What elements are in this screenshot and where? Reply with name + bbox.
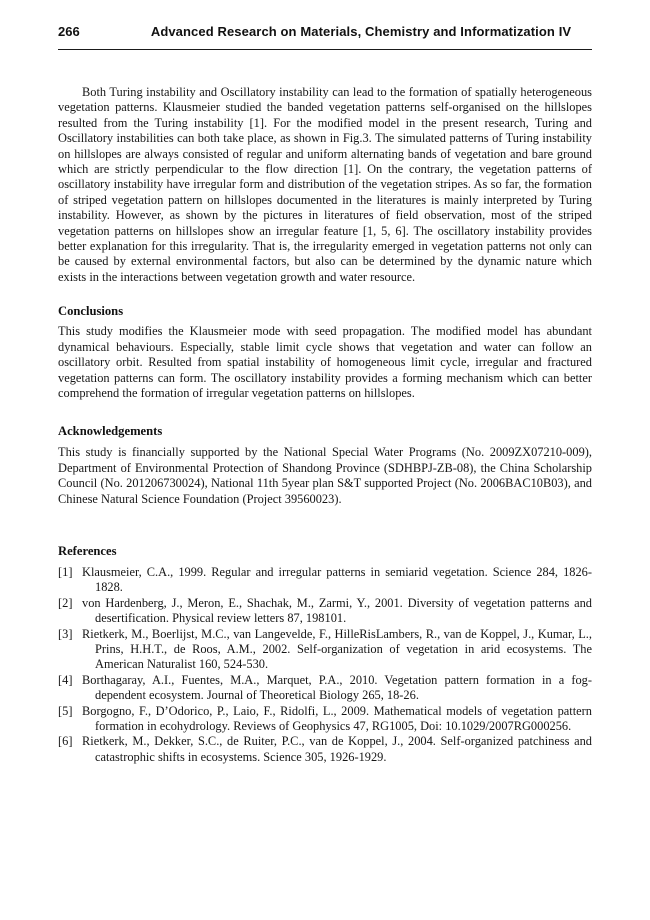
reference-text: Rietkerk, M., Boerlijst, M.C., van Langevelde, F., HilleRisLambers, R., van de Koppel, J., Kumar, L., Prins, H.H.T., de Roos, A.M., 2002. Self-organization of vegetation in arid ecosystems. The American Naturalist 160, 524-530. xyxy=(82,626,592,672)
reference-text: Borgogno, F., D’Odorico, P., Laio, F., Ridolfi, L., 2009. Mathematical models of vegetation pattern formation in ecohydrology. Reviews of Geophysics 47, RG1005, Doi: 10.1029/2007RG000256. xyxy=(82,703,592,733)
reference-text: von Hardenberg, J., Meron, E., Shachak, M., Zarmi, Y., 2001. Diversity of vegetation patterns and desertification. Physical review letters 87, 198101. xyxy=(82,595,592,626)
page-number: 266 xyxy=(58,24,80,39)
reference-label: [5] xyxy=(58,703,73,718)
page-header xyxy=(58,24,592,40)
running-title: Advanced Research on Materials, Chemistry and Informatization IV xyxy=(150,24,572,39)
conclusions-paragraph: This study modifies the Klausmeier mode with seed propagation. The modified model has abundant dynamical behaviours. Especially, stable limit cycle shows that vegetation and water can follow an oscillatory orbit. Resulted from spatial instability of homogeneous limit cycle, irregular and fractured vegetation patterns can form. The oscillatory instability provides a forming mechanism which can better comprehend the formation of irregular vegetation patterns on hillslopes. xyxy=(58,324,592,400)
reference-item xyxy=(58,565,592,596)
reference-text: Rietkerk, M., Dekker, S.C., de Ruiter, P.C., van de Koppel, J., 2004. Self-organized patchiness and catastrophic shifts in ecosystems. Science 305, 1926-1929. xyxy=(82,734,592,764)
reference-item xyxy=(58,627,592,673)
references-list xyxy=(58,565,592,765)
reference-item xyxy=(58,596,592,627)
reference-item xyxy=(58,704,592,735)
reference-item xyxy=(58,673,592,704)
reference-label: [6] xyxy=(58,734,73,749)
reference-label: [1] xyxy=(58,564,73,579)
acknowledgements-heading: Acknowledgements xyxy=(58,424,163,439)
header-rule xyxy=(58,49,592,50)
reference-label: [3] xyxy=(58,626,73,641)
reference-text: Borthagaray, A.I., Fuentes, M.A., Marquet, P.A., 2010. Vegetation pattern formation in a fog-dependent ecosystem. Journal of Theoretical Biology 265, 18-26. xyxy=(82,672,592,703)
reference-label: [2] xyxy=(58,595,73,610)
reference-item xyxy=(58,734,592,765)
intro-paragraph: Both Turing instability and Oscillatory instability can lead to the formation of spatially heterogeneous vegetation patterns. Klausmeier studied the banded vegetation patterns self-organised on the hillslopes resulted from the Turing instability [1]. For the modified model in the present research, Turing and Oscillatory instabilities can both take place, as shown in Fig.3. The simulated patterns of Turing instability on hillslopes are always consisted of regular and uniform alternating bands of vegetation and bare ground which are strictly perpendicular to the flow direction [1]. On the contrary, the vegetation patterns of oscillatory instability have irregular form and distribution of the vegetation stripes. As so far, the formation of striped vegetation pattern on hillslopes documented in the literatures is mainly interpreted by Turing instability. However, as shown by the pictures in literatures of field observation, most of the striped vegetation patterns on hillslopes show an irregular feature [1, 5, 6]. The oscillatory instability provides better explanation for this irregularity. That is, the irregularity emerged in vegetation patterns not only can be caused by external environmental factors, but also can be determined by the dynamic nature which exists in the interactions between vegetation growth and water resource. xyxy=(58,85,592,284)
reference-label: [4] xyxy=(58,672,73,687)
conclusions-heading: Conclusions xyxy=(58,304,124,319)
reference-text: Klausmeier, C.A., 1999. Regular and irregular patterns in semiarid vegetation. Science 284, 1826-1828. xyxy=(82,564,592,595)
references-heading: References xyxy=(58,543,117,558)
acknowledgements-paragraph: This study is financially supported by the National Special Water Programs (No. 2009ZX07210-009), Department of Environmental Protection of Shandong Province (SDHBPJ-ZB-08), the China Scholarship Council (No. 201206730024), National 11th 5year plan S&T supported Project (No. 2006BAC10B03), and Chinese Natural Science Foundation (Project 39560023). xyxy=(58,445,592,506)
